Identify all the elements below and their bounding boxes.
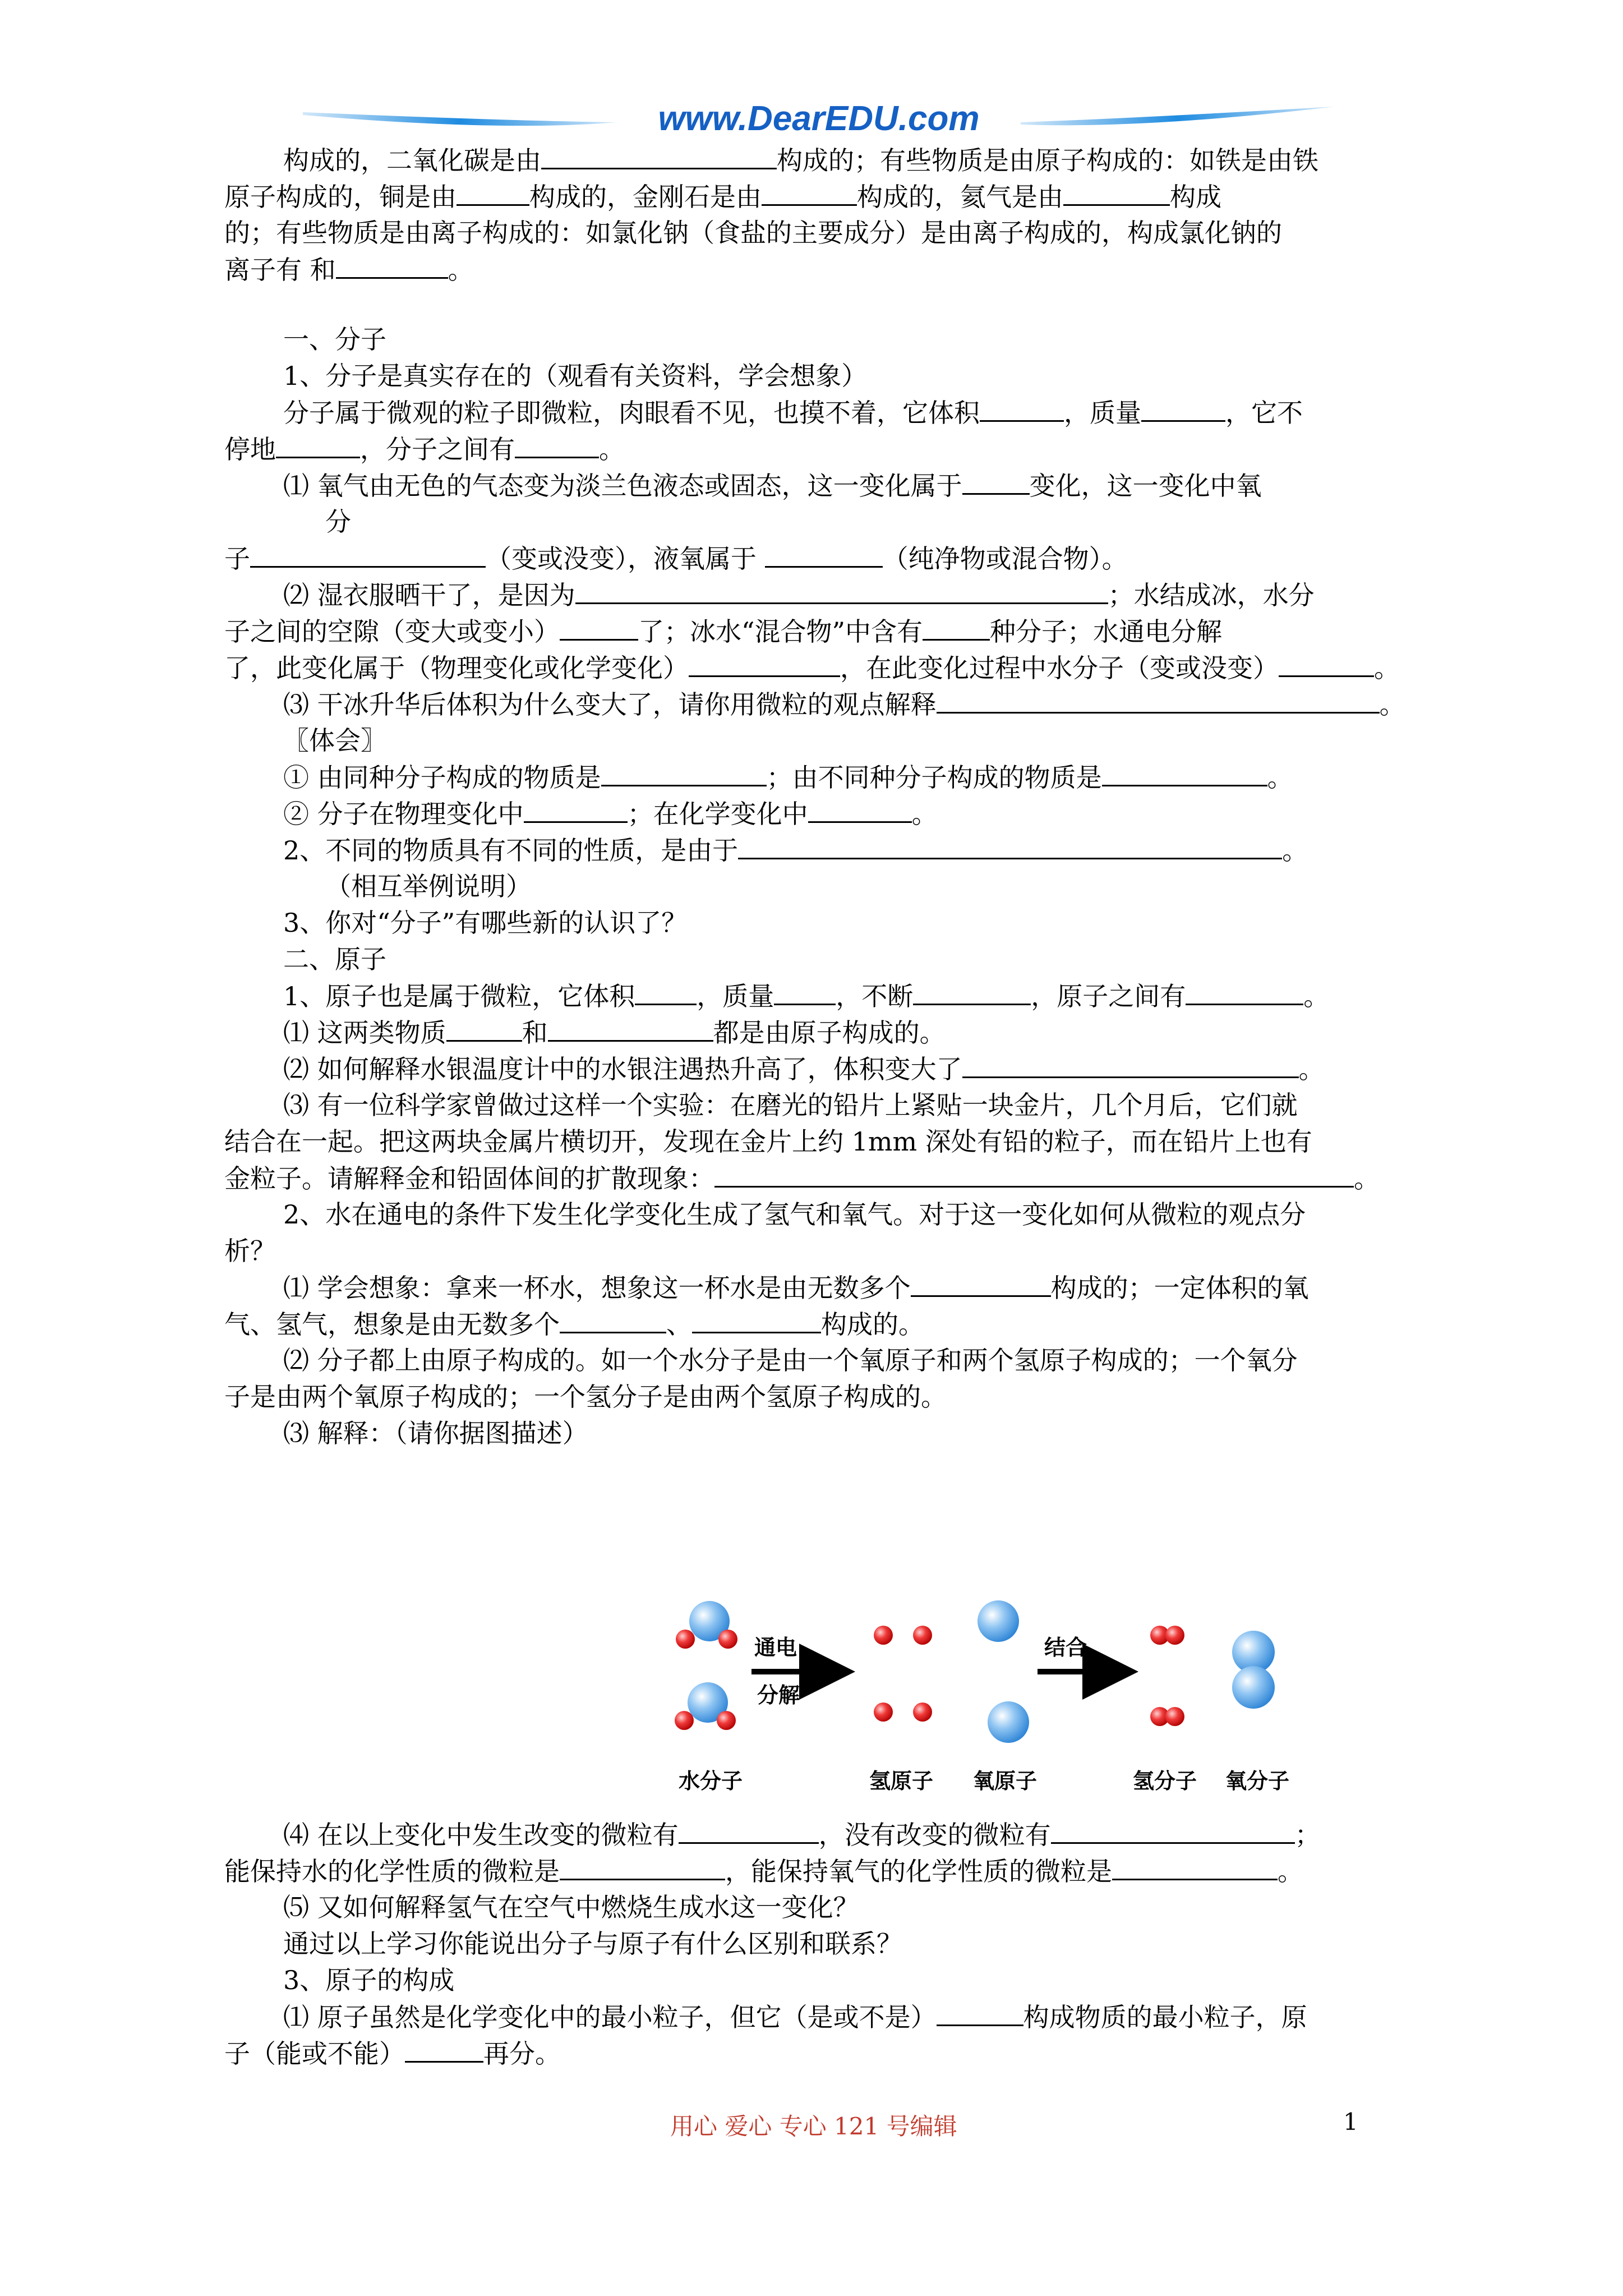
text-line (283, 687, 1478, 721)
line-text: 。 (1374, 653, 1400, 683)
fill-in-blank[interactable] (446, 1015, 522, 1042)
line-text: 。 (1267, 762, 1293, 793)
text-line (224, 2036, 1419, 2070)
line-text: ，分子之间有 (360, 434, 515, 464)
text-line (224, 1125, 1419, 1158)
text-line (283, 1271, 1478, 1305)
line-text: ⑸ 又如何解释氢气在空气中燃烧生成水这一变化？ (283, 1892, 859, 1922)
arrow1-top-label: 通电 (754, 1635, 797, 1660)
line-text: ⑴ 学会想象：拿来一杯水，想象这一杯水是由无数多个 (283, 1273, 911, 1303)
line-text: 和 (522, 1018, 548, 1048)
line-text: ，能保持氧气的化学性质的微粒是 (725, 1856, 1112, 1887)
text-line (283, 1927, 1478, 1961)
line-text: ；在化学变化中 (627, 799, 808, 829)
text-line (224, 1854, 1419, 1888)
fill-in-blank[interactable] (336, 252, 448, 279)
text-line (283, 1890, 1478, 1924)
hydrogen-atoms (874, 1626, 932, 1722)
fill-in-blank[interactable] (560, 614, 638, 641)
label-oxygen-atom: 氧原子 (973, 1769, 1038, 1793)
text-line (224, 180, 1419, 214)
line-text: 子是由两个氧原子构成的；一个氢分子是由两个氢原子构成的。 (224, 1382, 947, 1412)
text-line (283, 1963, 1478, 1997)
fill-in-blank[interactable] (1112, 1854, 1278, 1880)
line-text: ⑴ 原子虽然是化学变化中的最小粒子，但它（是或不是） (283, 2002, 937, 2032)
line-text: 〖体会〗 (283, 725, 386, 756)
text-line (283, 1052, 1478, 1086)
line-text: ② 分子在物理变化中 (283, 799, 524, 829)
line-text: 一、分子 (283, 324, 386, 355)
fill-in-blank[interactable] (738, 833, 1282, 859)
text-line (283, 359, 1478, 393)
line-text: 1、分子是真实存在的（观看有关资料，学会想象） (283, 361, 868, 391)
line-text: 构成的；一定体积的氧 (1050, 1273, 1309, 1303)
dearedu-logo (303, 90, 1335, 151)
text-line (283, 143, 1478, 177)
line-text: 了；冰水“混合物”中含有 (638, 616, 923, 647)
line-text: ⑴ 氧气由无色的气态变为淡兰色液态或固态，这一变化属于 (283, 471, 962, 501)
page-number: 1 (1343, 2108, 1358, 2136)
line-text: 。 (448, 255, 474, 285)
text-line (283, 1015, 1478, 1050)
line-text: 2、水在通电的条件下发生化学变化生成了氢气和氧气。对于这一变化如何从微粒的观点分 (283, 1199, 1306, 1230)
arrow2-top-label: 结合 (1044, 1635, 1087, 1660)
text-line (283, 1818, 1478, 1852)
line-text: 金粒子。请解释金和铅固体间的扩散现象： (224, 1163, 714, 1194)
line-text: 二、原子 (283, 944, 386, 974)
fill-in-blank[interactable] (962, 468, 1030, 495)
line-text: 构成的；有些物质是由原子构成的：如铁是由铁 (777, 145, 1318, 176)
fill-in-blank[interactable] (689, 651, 840, 677)
text-line (224, 651, 1419, 685)
fill-in-blank[interactable] (548, 1015, 713, 1042)
arrow1-bottom-label: 分解 (757, 1683, 800, 1708)
text-line (283, 395, 1478, 430)
line-text: 构成的。 (821, 1309, 924, 1340)
line-text: 构成的，二氧化碳是由 (283, 145, 541, 176)
line-text: 。 (1379, 689, 1405, 720)
fill-in-blank[interactable] (1141, 395, 1225, 422)
text-line (325, 869, 1520, 903)
text-line (224, 1380, 1419, 1414)
line-text: 析？ (224, 1236, 276, 1266)
oxygen-molecule (1232, 1631, 1275, 1709)
hydrogen-molecule (1150, 1626, 1184, 1645)
fill-in-blank[interactable] (765, 541, 883, 568)
text-line (283, 979, 1478, 1013)
text-line (224, 1161, 1419, 1195)
line-text: 种分子；水通电分解 (990, 616, 1223, 647)
logo-swoosh-right (1021, 107, 1335, 125)
fill-in-blank[interactable] (911, 1271, 1051, 1297)
text-line (283, 797, 1478, 831)
line-text: ； (1294, 1820, 1321, 1850)
fill-in-blank[interactable] (276, 432, 360, 458)
line-text: 分 (325, 507, 351, 537)
text-line (283, 942, 1478, 976)
line-text: 构成的，氦气是由 (857, 182, 1063, 212)
logo-text: www.DearEDU.com (658, 99, 980, 138)
line-text: ；由不同种分子构成的物质是 (766, 762, 1102, 793)
label-hydrogen-atom: 氢原子 (869, 1769, 934, 1793)
water-molecule (675, 1682, 736, 1730)
fill-in-blank[interactable] (457, 180, 529, 206)
text-line (283, 906, 1478, 940)
fill-in-blank[interactable] (405, 2036, 483, 2063)
line-text: 离子有 和 (224, 255, 336, 285)
line-text: 。 (1278, 1856, 1303, 1887)
line-text: ⑵ 如何解释水银温度计中的水银注遇热升高了，体积变大了 (283, 1054, 962, 1084)
line-text: 变化，这一变化中氧 (1029, 471, 1262, 501)
hydrogen-molecule (1150, 1707, 1184, 1726)
fill-in-blank[interactable] (575, 578, 1108, 604)
line-text: ，在此变化过程中水分子（变或没变） (840, 653, 1279, 683)
line-text: 了，此变化属于（物理变化或化学变化） (224, 653, 689, 683)
text-line (283, 2000, 1478, 2034)
line-text: ，没有改变的微粒有 (818, 1820, 1051, 1850)
fill-in-blank[interactable] (937, 2000, 1023, 2026)
line-text: ，它不 (1225, 398, 1303, 428)
text-line (283, 578, 1478, 612)
fill-in-blank[interactable] (913, 979, 1031, 1005)
fill-in-blank[interactable] (937, 687, 1380, 714)
line-text: 结合在一起。把这两块金属片横切开，发现在金片上约 1mm 深处有铅的粒子，而在铅片上也有 (224, 1126, 1312, 1157)
line-text: ⑶ 解释：（请你据图描述） (283, 1418, 588, 1448)
oxygen-atoms (978, 1600, 1029, 1743)
line-text: ① 由同种分子构成的物质是 (283, 762, 601, 793)
footer-text: 用心 爱心 专心 121 号编辑 (670, 2113, 957, 2140)
line-text: 子（能或不能） (224, 2039, 405, 2069)
electrolysis-diagram (645, 1588, 1318, 1801)
line-text: ；水结成冰，水分 (1108, 580, 1315, 610)
label-hydrogen-molecule: 氢分子 (1133, 1769, 1197, 1793)
line-text: ，质量 (1064, 398, 1141, 428)
text-line (283, 833, 1478, 867)
fill-in-blank[interactable] (250, 541, 486, 568)
fill-in-blank[interactable] (1051, 1818, 1295, 1844)
line-text: ⑶ 有一位科学家曾做过这样一个实验：在磨光的铅片上紧贴一块金片，几个月后，它们就 (283, 1090, 1298, 1120)
line-text: 再分。 (483, 2039, 561, 2069)
text-line (283, 1416, 1478, 1450)
text-line (224, 432, 1419, 466)
fill-in-blank[interactable] (714, 1161, 1354, 1188)
line-text: 分子属于微观的粒子即微粒，肉眼看不见，也摸不着，它体积 (283, 398, 980, 428)
line-text: 。 (1282, 835, 1308, 866)
fill-in-blank[interactable] (980, 395, 1064, 422)
fill-in-blank[interactable] (962, 1052, 1299, 1078)
line-text: ，质量 (697, 981, 774, 1011)
fill-in-blank[interactable] (774, 979, 836, 1005)
text-line (283, 1088, 1478, 1122)
text-line (224, 1234, 1419, 1268)
text-line (283, 760, 1478, 794)
fill-in-blank[interactable] (1279, 651, 1374, 677)
fill-in-blank[interactable] (1186, 979, 1303, 1005)
line-text: 停地 (224, 434, 276, 464)
line-text: 。 (1298, 1054, 1325, 1084)
line-text: 构成物质的最小粒子，原 (1023, 2002, 1307, 2032)
line-text: 原子构成的，铜是由 (224, 182, 457, 212)
line-text: 1、原子也是属于微粒，它体积 (283, 981, 635, 1011)
line-text: ，不断 (836, 981, 914, 1011)
line-text: ⑴ 这两类物质 (283, 1018, 446, 1048)
line-text: （纯净物或混合物）。 (882, 544, 1128, 574)
fill-in-blank[interactable] (560, 1854, 725, 1880)
logo-swoosh-left (303, 112, 617, 126)
line-text: （变或没变），液氧属于 (486, 544, 765, 574)
line-text: 。 (599, 434, 625, 464)
text-line (283, 323, 1478, 356)
text-line (224, 541, 1419, 576)
label-water-molecule: 水分子 (679, 1769, 743, 1793)
water-molecule (676, 1601, 737, 1649)
line-text: ⑵ 分子都上由原子构成的。如一个水分子是由一个氧原子和两个氢原子构成的；一个氧分 (283, 1345, 1298, 1375)
line-text: ⑷ 在以上变化中发生改变的微粒有 (283, 1820, 679, 1850)
line-text: 子 (224, 544, 250, 574)
line-text: ⑶ 干冰升华后体积为什么变大了，请你用微粒的观点解释 (283, 689, 937, 720)
text-line (224, 614, 1419, 648)
line-text: 。 (1354, 1163, 1380, 1194)
fill-in-blank[interactable] (762, 180, 857, 206)
fill-in-blank[interactable] (560, 1307, 666, 1333)
fill-in-blank[interactable] (1063, 180, 1170, 206)
line-text: 能保持水的化学性质的微粒是 (224, 1856, 560, 1887)
text-line (283, 468, 1478, 503)
fill-in-blank[interactable] (515, 432, 599, 458)
line-text: 构成 (1170, 182, 1221, 212)
line-text: 子之间的空隙（变大或变小） (224, 616, 560, 647)
text-line (224, 216, 1419, 250)
line-text: ⑵ 湿衣服晒干了，是因为 (283, 580, 575, 610)
fill-in-blank[interactable] (679, 1818, 819, 1844)
text-line (224, 1307, 1419, 1341)
text-line (283, 1343, 1478, 1377)
line-text: 通过以上学习你能说出分子与原子有什么区别和联系？ (283, 1929, 902, 1959)
line-text: ，原子之间有 (1031, 981, 1186, 1011)
text-line (325, 505, 1520, 539)
label-oxygen-molecule: 氧分子 (1225, 1769, 1290, 1793)
line-text: 3、你对“分子”有哪些新的认识了？ (283, 908, 688, 938)
fill-in-blank[interactable] (1102, 760, 1267, 786)
line-text: 。 (1303, 981, 1330, 1011)
text-line (283, 1198, 1478, 1231)
text-line (224, 252, 1419, 287)
line-text: 3、原子的构成 (283, 1965, 455, 1995)
line-text: 2、不同的物质具有不同的性质，是由于 (283, 835, 739, 866)
text-line (283, 724, 1478, 757)
fill-in-blank[interactable] (635, 979, 697, 1005)
line-text: 都是由原子构成的。 (713, 1018, 946, 1048)
fill-in-blank[interactable] (923, 614, 990, 641)
line-text: 气、氢气，想象是由无数多个 (224, 1309, 560, 1340)
fill-in-blank[interactable] (692, 1307, 821, 1333)
fill-in-blank[interactable] (601, 760, 767, 786)
fill-in-blank[interactable] (541, 143, 777, 169)
line-text: （相互举例说明） (325, 871, 532, 901)
line-text: 构成的，金刚石是由 (529, 182, 762, 212)
fill-in-blank[interactable] (808, 797, 912, 823)
fill-in-blank[interactable] (524, 797, 628, 823)
line-text: 的；有些物质是由离子构成的：如氯化钠（食盐的主要成分）是由离子构成的，构成氯化钠的 (224, 218, 1282, 248)
line-text: 。 (911, 799, 938, 829)
line-text: 、 (666, 1309, 692, 1340)
